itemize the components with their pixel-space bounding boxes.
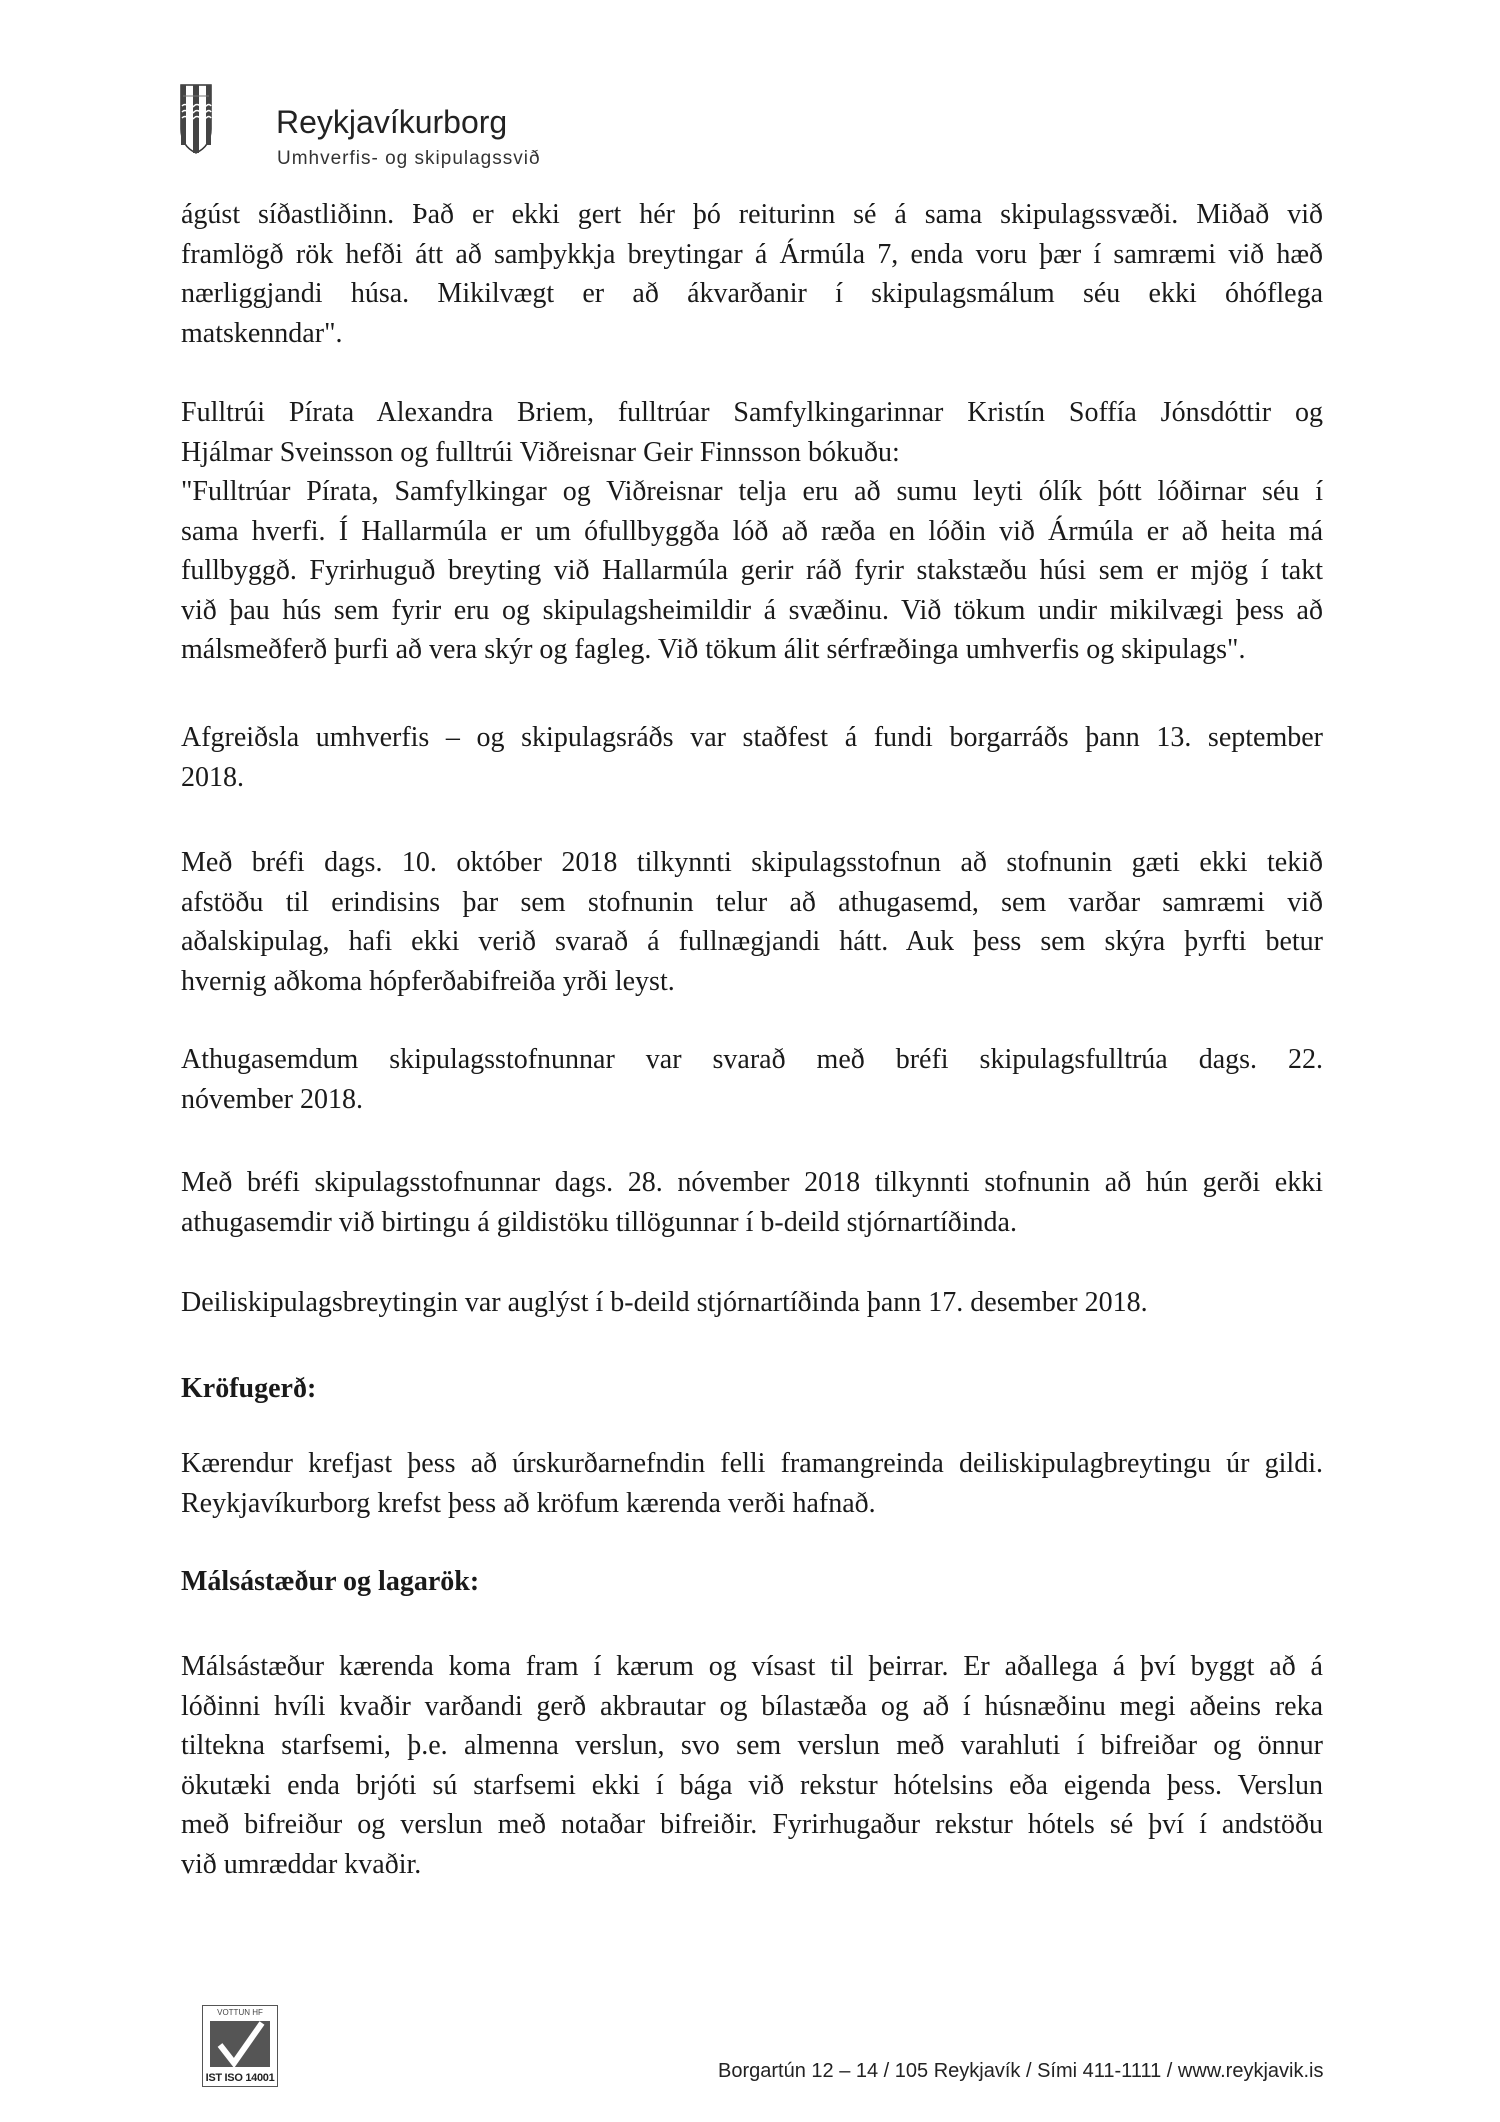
paragraph-line: nóvember 2018. xyxy=(181,1083,363,1115)
paragraph-line: sama hverfi. Í Hallarmúla er um ófullbyggða lóð að ræða en lóðin við Ármúla er að heita má xyxy=(181,515,1323,547)
paragraph-line: Reykjavíkurborg krefst þess að kröfum kærenda verði hafnað. xyxy=(181,1487,876,1519)
body-paragraph xyxy=(181,718,1323,797)
body-paragraph xyxy=(181,472,1323,670)
reykjavik-coat-of-arms-logo xyxy=(180,84,212,154)
paragraph-line: með bifreiður og verslun með notaðar bifreiðir. Fyrirhugaður rekstur hótels sé því í andstöðu xyxy=(181,1809,1323,1841)
paragraph-line: Með bréfi dags. 10. október 2018 tilkynnti skipulagsstofnun að stofnunin gæti ekki tekið xyxy=(181,847,1323,878)
body-paragraph xyxy=(181,1283,1323,1323)
heading-krofugerd: Kröfugerð: xyxy=(181,1373,317,1404)
iso-logo-top-text: VOTTUN HF xyxy=(217,2008,263,2017)
footer-contact: Borgartún 12 – 14 / 105 Reykjavík / Sími 411-1111 / www.reykjavik.is xyxy=(718,2060,1324,2082)
paragraph-line: Málsástæður kærenda koma fram í kærum og vísast til þeirrar. Er aðallega á því byggt að á xyxy=(181,1651,1323,1682)
paragraph-line: Athugasemdum skipulagsstofnunnar var svarað með bréfi skipulagsfulltrúa dags. 22. xyxy=(181,1044,1323,1075)
iso-logo-bottom-text: IST ISO 14001 xyxy=(205,2072,275,2084)
organization-name: Reykjavíkurborg xyxy=(276,104,508,140)
paragraph-line: nærliggjandi húsa. Mikilvægt er að ákvarðanir í skipulagsmálum séu ekki óhóflega xyxy=(181,278,1323,310)
paragraph-line: afstöðu til erindisins þar sem stofnunin telur að athugasemd, sem varðar samræmi við xyxy=(181,886,1323,918)
body-paragraph xyxy=(181,1040,1323,1119)
paragraph-line: fullbyggð. Fyrirhuguð breyting við Hallarmúla gerir ráð fyrir stakstæðu húsi sem er mjög í takt xyxy=(181,555,1323,587)
paragraph-line: Fulltrúi Pírata Alexandra Briem, fulltrúar Samfylkingarinnar Kristín Soffía Jónsdóttir og xyxy=(181,397,1323,428)
department-name: Umhverfis- og skipulagssvið xyxy=(277,148,541,169)
heading-malsastaedur: Málsástæður og lagarök: xyxy=(181,1566,480,1597)
paragraph-line: Kærendur krefjast þess að úrskurðarnefndin felli framangreinda deiliskipulagbreytingu úr gildi. xyxy=(181,1448,1323,1479)
body-paragraph xyxy=(181,195,1323,353)
paragraph-line: tiltekna starfsemi, þ.e. almenna verslun, svo sem verslun með varahluti í bifreiðar og önnur xyxy=(181,1730,1323,1762)
checkmark-icon xyxy=(210,2021,270,2067)
paragraph-line: lóðinni hvíli kvaðir varðandi gerð akbrautar og bílastæða og að í húsnæðinu megi aðeins reka xyxy=(181,1690,1323,1722)
paragraph-line: Hjálmar Sveinsson og fulltrúi Viðreisnar Geir Finnsson bókuðu: xyxy=(181,436,900,468)
paragraph-line: matskenndar". xyxy=(181,317,343,349)
iso-14001-certification-logo xyxy=(202,2005,278,2087)
paragraph-line: málsmeðferð þurfi að vera skýr og fagleg. Við tökum álit sérfræðinga umhverfis og skipulags". xyxy=(181,634,1246,666)
body-paragraph xyxy=(181,843,1323,1001)
body-paragraph xyxy=(181,1647,1323,1885)
paragraph-line: framlögð rök hefði átt að samþykkja breytingar á Ármúla 7, enda voru þær í samræmi við hæð xyxy=(181,238,1323,270)
paragraph-line: aðalskipulag, hafi ekki verið svarað á fullnægjandi hátt. Auk þess sem skýra þyrfti betur xyxy=(181,926,1323,958)
body-paragraph xyxy=(181,1163,1323,1242)
paragraph-line: við þau hús sem fyrir eru og skipulagsheimildir á svæðinu. Við tökum undir mikilvægi þess að xyxy=(181,594,1323,626)
paragraph-line: 2018. xyxy=(181,761,244,793)
paragraph-line: "Fulltrúar Pírata, Samfylkingar og Viðreisnar telja eru að sumu leyti ólík þótt lóðirnar séu í xyxy=(181,476,1323,507)
paragraph-line: Afgreiðsla umhverfis – og skipulagsráðs var staðfest á fundi borgarráðs þann 13. september xyxy=(181,722,1323,753)
paragraph-line: hvernig aðkoma hópferðabifreiða yrði leyst. xyxy=(181,965,675,997)
paragraph-line: við umræddar kvaðir. xyxy=(181,1848,422,1880)
body-paragraph xyxy=(181,1444,1323,1523)
paragraph-line: athugasemdir við birtingu á gildistöku tillögunnar í b-deild stjórnartíðinda. xyxy=(181,1206,1017,1238)
paragraph-line: Með bréfi skipulagsstofnunnar dags. 28. nóvember 2018 tilkynnti stofnunin að hún gerði ekki xyxy=(181,1167,1323,1198)
paragraph-line: ökutæki enda brjóti sú starfsemi ekki í bága við rekstur hótelsins eða eigenda þess. Verslun xyxy=(181,1769,1323,1801)
paragraph-line: ágúst síðastliðinn. Það er ekki gert hér þó reiturinn sé á sama skipulagssvæði. Miðað við xyxy=(181,199,1323,230)
paragraph-line: Deiliskipulagsbreytingin var auglýst í b-deild stjórnartíðinda þann 17. desember 2018. xyxy=(181,1287,1148,1318)
body-paragraph xyxy=(181,393,1323,472)
